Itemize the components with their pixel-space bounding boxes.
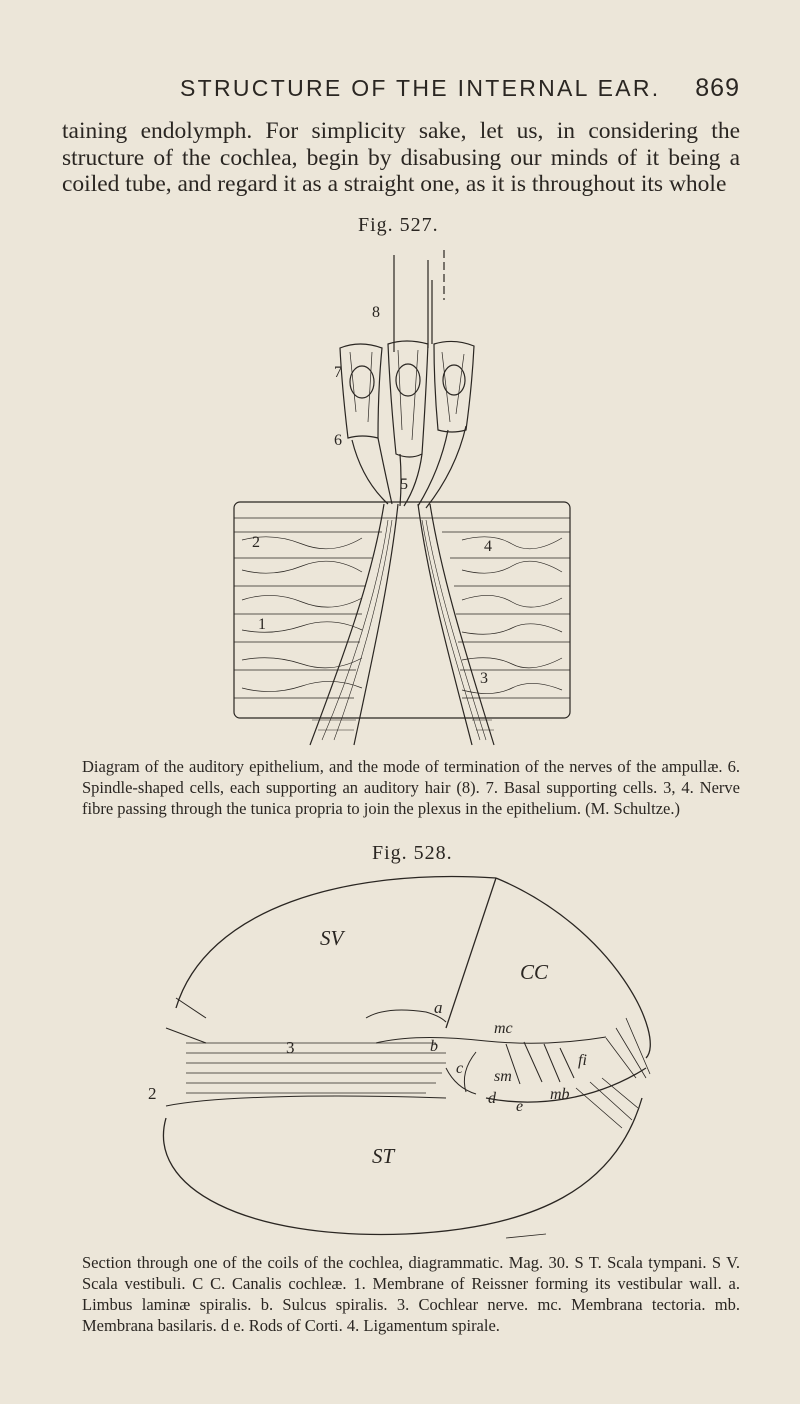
- header-title: STRUCTURE OF THE INTERNAL EAR.: [180, 75, 661, 101]
- fig528-marker-fi: fi: [578, 1052, 587, 1069]
- fig528-marker-mc: mc: [494, 1020, 513, 1037]
- figure-527-caption: [62, 756, 740, 819]
- fig528-marker-3: 3: [286, 1038, 295, 1057]
- fig528-marker-mb: mb: [550, 1086, 570, 1103]
- figure-528-label: Fig. 528.: [372, 842, 453, 864]
- page-number: 869: [695, 74, 740, 102]
- figure-528-caption-text: Section through one of the coils of the cochlea, diagrammatic. Mag. 30. S T. Scala tympani. S V. Scala vestibuli. C C. Canalis cochleæ. 1. Membrane of Reissner forming its vestibular wall. a. Limbus laminæ spiralis. b. Sulcus spiralis. 3. Cochlear nerve. mc. Membrana tectoria. mb. Membrana basilaris. d e. Rods of Corti. 4. Ligamentum spirale.: [82, 1253, 740, 1335]
- fig528-marker-d: d: [488, 1090, 496, 1107]
- fig528-marker-a: a: [434, 998, 443, 1017]
- fig527-marker-3: 3: [480, 670, 488, 687]
- figure-527-illustration: [222, 240, 582, 750]
- fig528-marker-e: e: [516, 1098, 524, 1115]
- body-paragraph: taining endolymph. For simplicity sake, let us, in considering the structure of the cochlea, begin by disabusing our minds of it being a coiled tube, and regard it as a straight one, as it is throughout its whole: [62, 118, 740, 197]
- figure-528-caption: [62, 1252, 740, 1336]
- fig528-marker-sv: SV: [320, 926, 344, 950]
- figure-527-label: Fig. 527.: [358, 214, 439, 236]
- fig528-marker-c: c: [456, 1060, 464, 1077]
- fig527-marker-6: 6: [334, 432, 342, 449]
- figure-528-illustration: [146, 868, 658, 1240]
- fig527-marker-4: 4: [484, 538, 492, 555]
- fig527-marker-7: 7: [334, 364, 342, 381]
- running-header: [180, 74, 740, 103]
- fig527-marker-5: 5: [400, 476, 408, 493]
- fig528-marker-st: ST: [372, 1144, 395, 1168]
- fig527-marker-8: 8: [372, 304, 380, 321]
- fig527-marker-1: 1: [258, 616, 266, 633]
- fig527-marker-2: 2: [252, 534, 260, 551]
- figure-527-caption-text: Diagram of the auditory epithelium, and the mode of termination of the nerves of the ampullæ. 6. Spindle-shaped cells, each supporting an auditory hair (8). 7. Basal supporting cells. 3, 4. Nerve fibre passing through the tunica propria to join the plexus in the epithelium. (M. Schultze.): [82, 757, 740, 818]
- fig528-marker-2: 2: [148, 1084, 157, 1103]
- fig528-marker-b: b: [430, 1038, 438, 1055]
- fig528-marker-sm: sm: [494, 1068, 512, 1085]
- fig528-marker-cc: CC: [520, 960, 549, 984]
